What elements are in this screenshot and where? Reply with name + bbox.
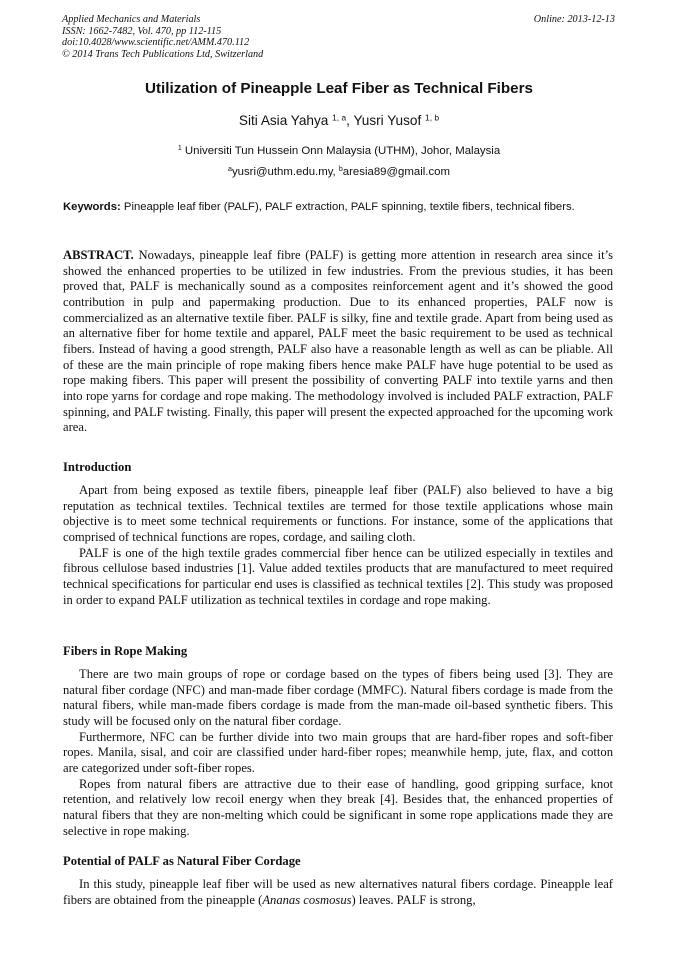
affiliation-superscript: 1 <box>177 145 182 153</box>
section-heading: Fibers in Rope Making <box>63 644 188 658</box>
keywords <box>63 200 613 215</box>
journal-header <box>62 14 263 60</box>
author-line <box>0 112 678 130</box>
paragraph: PALF is one of the high textile grades commercial fiber hence can be utilized especially in textiles and fibrous cellulose based industries [1]. Value added textiles products that are manufactured to meet required technical specifications for particular end uses is classified as technical textiles [2]. This study was proposed in order to expand PALF utilization as technical textiles in cordage and rope making. <box>63 545 613 607</box>
paragraph: Apart from being exposed as textile fibers, pineapple leaf fiber (PALF) also believed to have a big reputation as technical textiles. Technical textiles are termed for those textile applications whose main objective is to meet some technical requirements or functions. For instance, some of the applications that comprised of technical functions are ropes, cordage, and sailing cloth. <box>63 483 613 544</box>
section-body <box>63 483 613 608</box>
paragraph-text: In this study, pineapple leaf fiber will be used as new alternatives natural fibers cordage. Pineapple leaf fibers are obtained from the pineapple ( <box>63 877 613 907</box>
online-date: Online: 2013-12-13 <box>533 14 615 25</box>
journal-doi: doi:10.4028/www.scientific.net/AMM.470.112 <box>62 37 250 49</box>
author-superscript: 1, b <box>425 112 440 123</box>
journal-name: Applied Mechanics and Materials <box>62 14 201 25</box>
keywords-label: Keywords: <box>63 201 121 213</box>
journal-issn: ISSN: 1662-7482, Vol. 470, pp 112-115 <box>62 25 222 37</box>
email-text: aresia89@gmail.com <box>342 166 450 178</box>
abstract-paragraph <box>63 248 613 436</box>
section-heading: Potential of PALF as Natural Fiber Cordage <box>63 854 301 868</box>
abstract <box>63 248 613 436</box>
paragraph: There are two main groups of rope or cordage based on the types of fibers being used [3]. They are natural fiber cordage (NFC) and man-made fiber cordage (MMFC). Natural fibers cordage is made from the natural fibers, while man-made fibers cordage is made from the man-made oil-based synthetic fibers. This study will be focused only on the natural fiber cordage. <box>63 667 613 728</box>
email-text: yusri@uthm.edu.my, <box>231 166 339 178</box>
section-body <box>63 877 613 908</box>
affiliation <box>0 144 678 159</box>
section-body <box>63 667 613 839</box>
email-superscript: b <box>338 166 343 174</box>
species-name: Ananas cosmosus <box>262 892 352 907</box>
author-emails <box>0 165 678 180</box>
paper-title: Utilization of Pineapple Leaf Fiber as Technical Fibers <box>145 80 533 97</box>
paragraph: Ropes from natural fibers are attractive due to their ease of handling, good gripping surface, knot retention, and relatively low recoil energy when they break [4]. Besides that, the enhanced properties of natural fibers that they are non-melting which could be significant in some rope applications made they are selective in rope making. <box>63 776 613 838</box>
author-name: Siti Asia Yahya <box>238 113 329 128</box>
affiliation-text: Universiti Tun Hussein Onn Malaysia (UTHM), Johor, Malaysia <box>184 145 501 157</box>
author-superscript: 1, a <box>332 112 347 123</box>
paragraph-text: ) leaves. PALF is strong, <box>351 892 476 907</box>
paragraph: Furthermore, NFC can be further divide into two main groups that are hard-fiber ropes and soft-fiber ropes. Manila, sisal, and coir are classified under hard-fiber ropes; meanwhile hemp, jute, flax, and cotton are categorized under soft-fiber ropes. <box>63 729 613 775</box>
author-name: Yusri Yusof <box>353 113 422 128</box>
keywords-text: Pineapple leaf fiber (PALF), PALF extraction, PALF spinning, textile fibers, technical fibers. <box>120 201 575 213</box>
journal-copyright: © 2014 Trans Tech Publications Ltd, Switzerland <box>62 48 264 60</box>
paragraph <box>63 877 613 908</box>
email-superscript: a <box>228 166 232 174</box>
abstract-label: ABSTRACT. <box>63 248 134 262</box>
author-separator: , <box>346 113 354 128</box>
abstract-text: Nowadays, pineapple leaf fibre (PALF) is getting more attention in research area since it’s showed the enhanced properties to be utilized in few industries. From the previous studies, it has been proved that, PALF is mechanically sound as a composites reinforcement agent and it’s showed the good contribution in pulp and papermaking production. Due to its enhanced properties, PALF now is commercialized as an alternative textile fiber. PALF is silky, fine and textile grade. Apart from being used as an alternative fiber for home textile and apparel, PALF meet the basic requirement to be used as technical fibers. Instead of having a good strength, PALF also have a reasonable length as well as can be pliable. All of these are the main principle of rope making fibers hence make PALF have huge potential to be used as rope making fibers. This paper will present the possibility of converting PALF into textile yarns and then into rope yarns for cordage and rope making. The methodology involved is included PALF extraction, PALF spinning, and PALF twisting. Finally, this paper will present the expected approached for the upcoming work area. <box>63 248 613 435</box>
section-heading: Introduction <box>63 460 132 474</box>
